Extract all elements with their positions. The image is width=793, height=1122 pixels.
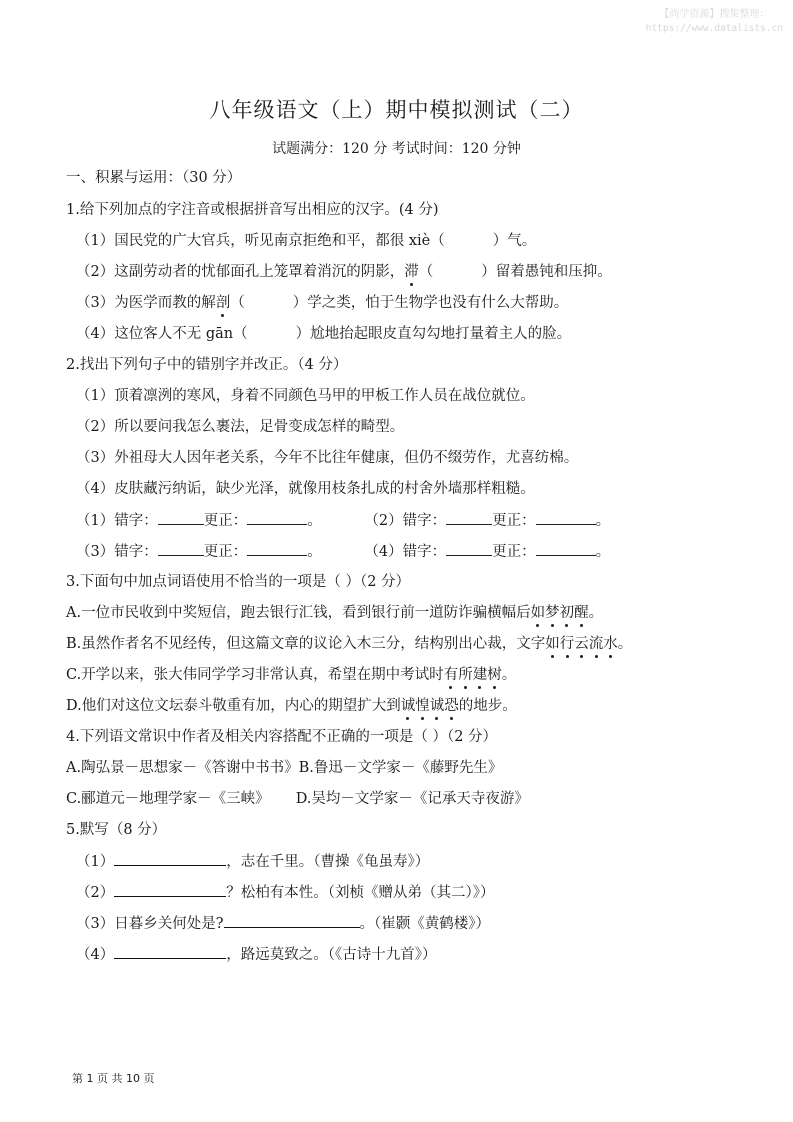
question-1-item: （2）这副劳动者的忧郁面孔上笼罩着消沉的阴影，滞（ ）留着愚钝和压抑。 (76, 264, 612, 280)
question-2-answer-row: （3）错字： 更正： 。 （4）错字： 更正： 。 (76, 541, 610, 562)
recitation-blank[interactable] (114, 851, 226, 866)
section-heading: 一、积累与运用：（30 分） (66, 170, 242, 186)
watermark (646, 8, 783, 36)
dotted-char: 剖 (215, 295, 231, 311)
wrong-char-blank[interactable] (446, 541, 492, 556)
dotted-phrase: 有所建树 (443, 667, 502, 683)
question-1-stem: 1.给下列加点的字注音或根据拼音写出相应的汉字。(4 分) (66, 202, 439, 218)
question-3-option-b: B.虽然作者名不见经传，但这篇文章的议论入木三分，结构别出心裁，文字如行云流水。 (66, 636, 633, 652)
question-4-stem: 4.下列语文常识中作者及相关内容搭配不正确的一项是（ ）（2 分） (66, 729, 498, 745)
question-5-item: （4） ，路远莫致之。（《古诗十九首》） (76, 944, 436, 965)
wrong-char-blank[interactable] (158, 541, 204, 556)
wrong-char-blank[interactable] (446, 510, 492, 525)
question-2-item: （2）所以要问我怎么裹法，足骨变成怎样的畸型。 (76, 419, 405, 435)
correction-blank[interactable] (247, 541, 307, 556)
dotted-phrase: 诚惶诚恐 (400, 698, 459, 714)
recitation-blank[interactable] (114, 882, 226, 897)
correction-blank[interactable] (536, 510, 596, 525)
question-5-stem: 5.默写（8 分） (66, 822, 167, 838)
recitation-blank[interactable] (224, 913, 360, 928)
question-3-stem: 3.下面句中加点词语使用不恰当的一项是（ ）（2 分） (66, 574, 411, 590)
question-5-item: （2） ？松柏有本性。（刘桢《赠从弟（其二）》） (76, 882, 494, 903)
question-2-item: （4）皮肤藏污纳诟，缺少光泽，就像用枝条扎成的村舍外墙那样粗糙。 (76, 481, 535, 497)
wrong-char-blank[interactable] (158, 510, 204, 525)
watermark-url: https://www.datalists.cn (645, 23, 783, 34)
dotted-phrase: 如梦初醒 (530, 605, 589, 621)
question-1-item: （3）为医学而教的解剖（ ）学之类，怕于生物学也没有什么大帮助。 (76, 295, 569, 311)
recitation-blank[interactable] (114, 944, 226, 959)
question-2-stem: 2.找出下列句子中的错别字并改正。（4 分） (66, 357, 348, 373)
question-2-item: （1）顶着凛洌的寒风，身着不同颜色马甲的甲板工作人员在战位就位。 (76, 388, 535, 404)
dotted-phrase: 如行云流水 (545, 636, 618, 652)
watermark-source: 【尚学资源】搜集整理： (659, 9, 770, 20)
question-5-item: （3）日暮乡关何处是? 。（崔颢《黄鹤楼》） (76, 913, 490, 934)
question-1-item: （1）国民党的广大官兵，听见南京拒绝和平，都很 xiè（ ）气。 (76, 233, 537, 249)
question-4-options-cd: C.郦道元－地理学家－《三峡》 D.吴均－文学家－《记承天寺夜游》 (66, 791, 529, 807)
question-5-item: （1） ，志在千里。（曹操《龟虽寿》） (76, 851, 429, 872)
correction-blank[interactable] (247, 510, 307, 525)
question-2-item: （3）外祖母大人因年老关系，今年不比往年健康，但仍不缀劳作，尤喜纺棉。 (76, 450, 579, 466)
question-2-answer-row: （1）错字： 更正： 。 （2）错字： 更正： 。 (76, 510, 610, 531)
question-3-option-c: C.开学以来，张大伟同学学习非常认真，希望在期中考试时有所建树。 (66, 667, 517, 683)
question-3-option-d: D.他们对这位文坛泰斗敬重有加，内心的期望扩大到诚惶诚恐的地步。 (66, 698, 517, 714)
page-number: 第 1 页 共 10 页 (72, 1072, 155, 1085)
correction-blank[interactable] (536, 541, 596, 556)
question-3-option-a: A.一位市民收到中奖短信，跑去银行汇钱，看到银行前一道防诈骗横幅后如梦初醒。 (66, 605, 604, 621)
exam-info: 试题满分：120 分 考试时间：120 分钟 (272, 141, 521, 157)
question-1-item: （4）这位客人不无 gān（ ）尬地抬起眼皮直勾勾地打量着主人的脸。 (76, 326, 572, 342)
question-4-options-ab: A.陶弘景－思想家－《答谢中书书》B.鲁迅－文学家－《藤野先生》 (66, 760, 503, 776)
dotted-char: 滞 (404, 264, 419, 280)
page-title: 八年级语文（上）期中模拟测试（二） (209, 98, 584, 122)
